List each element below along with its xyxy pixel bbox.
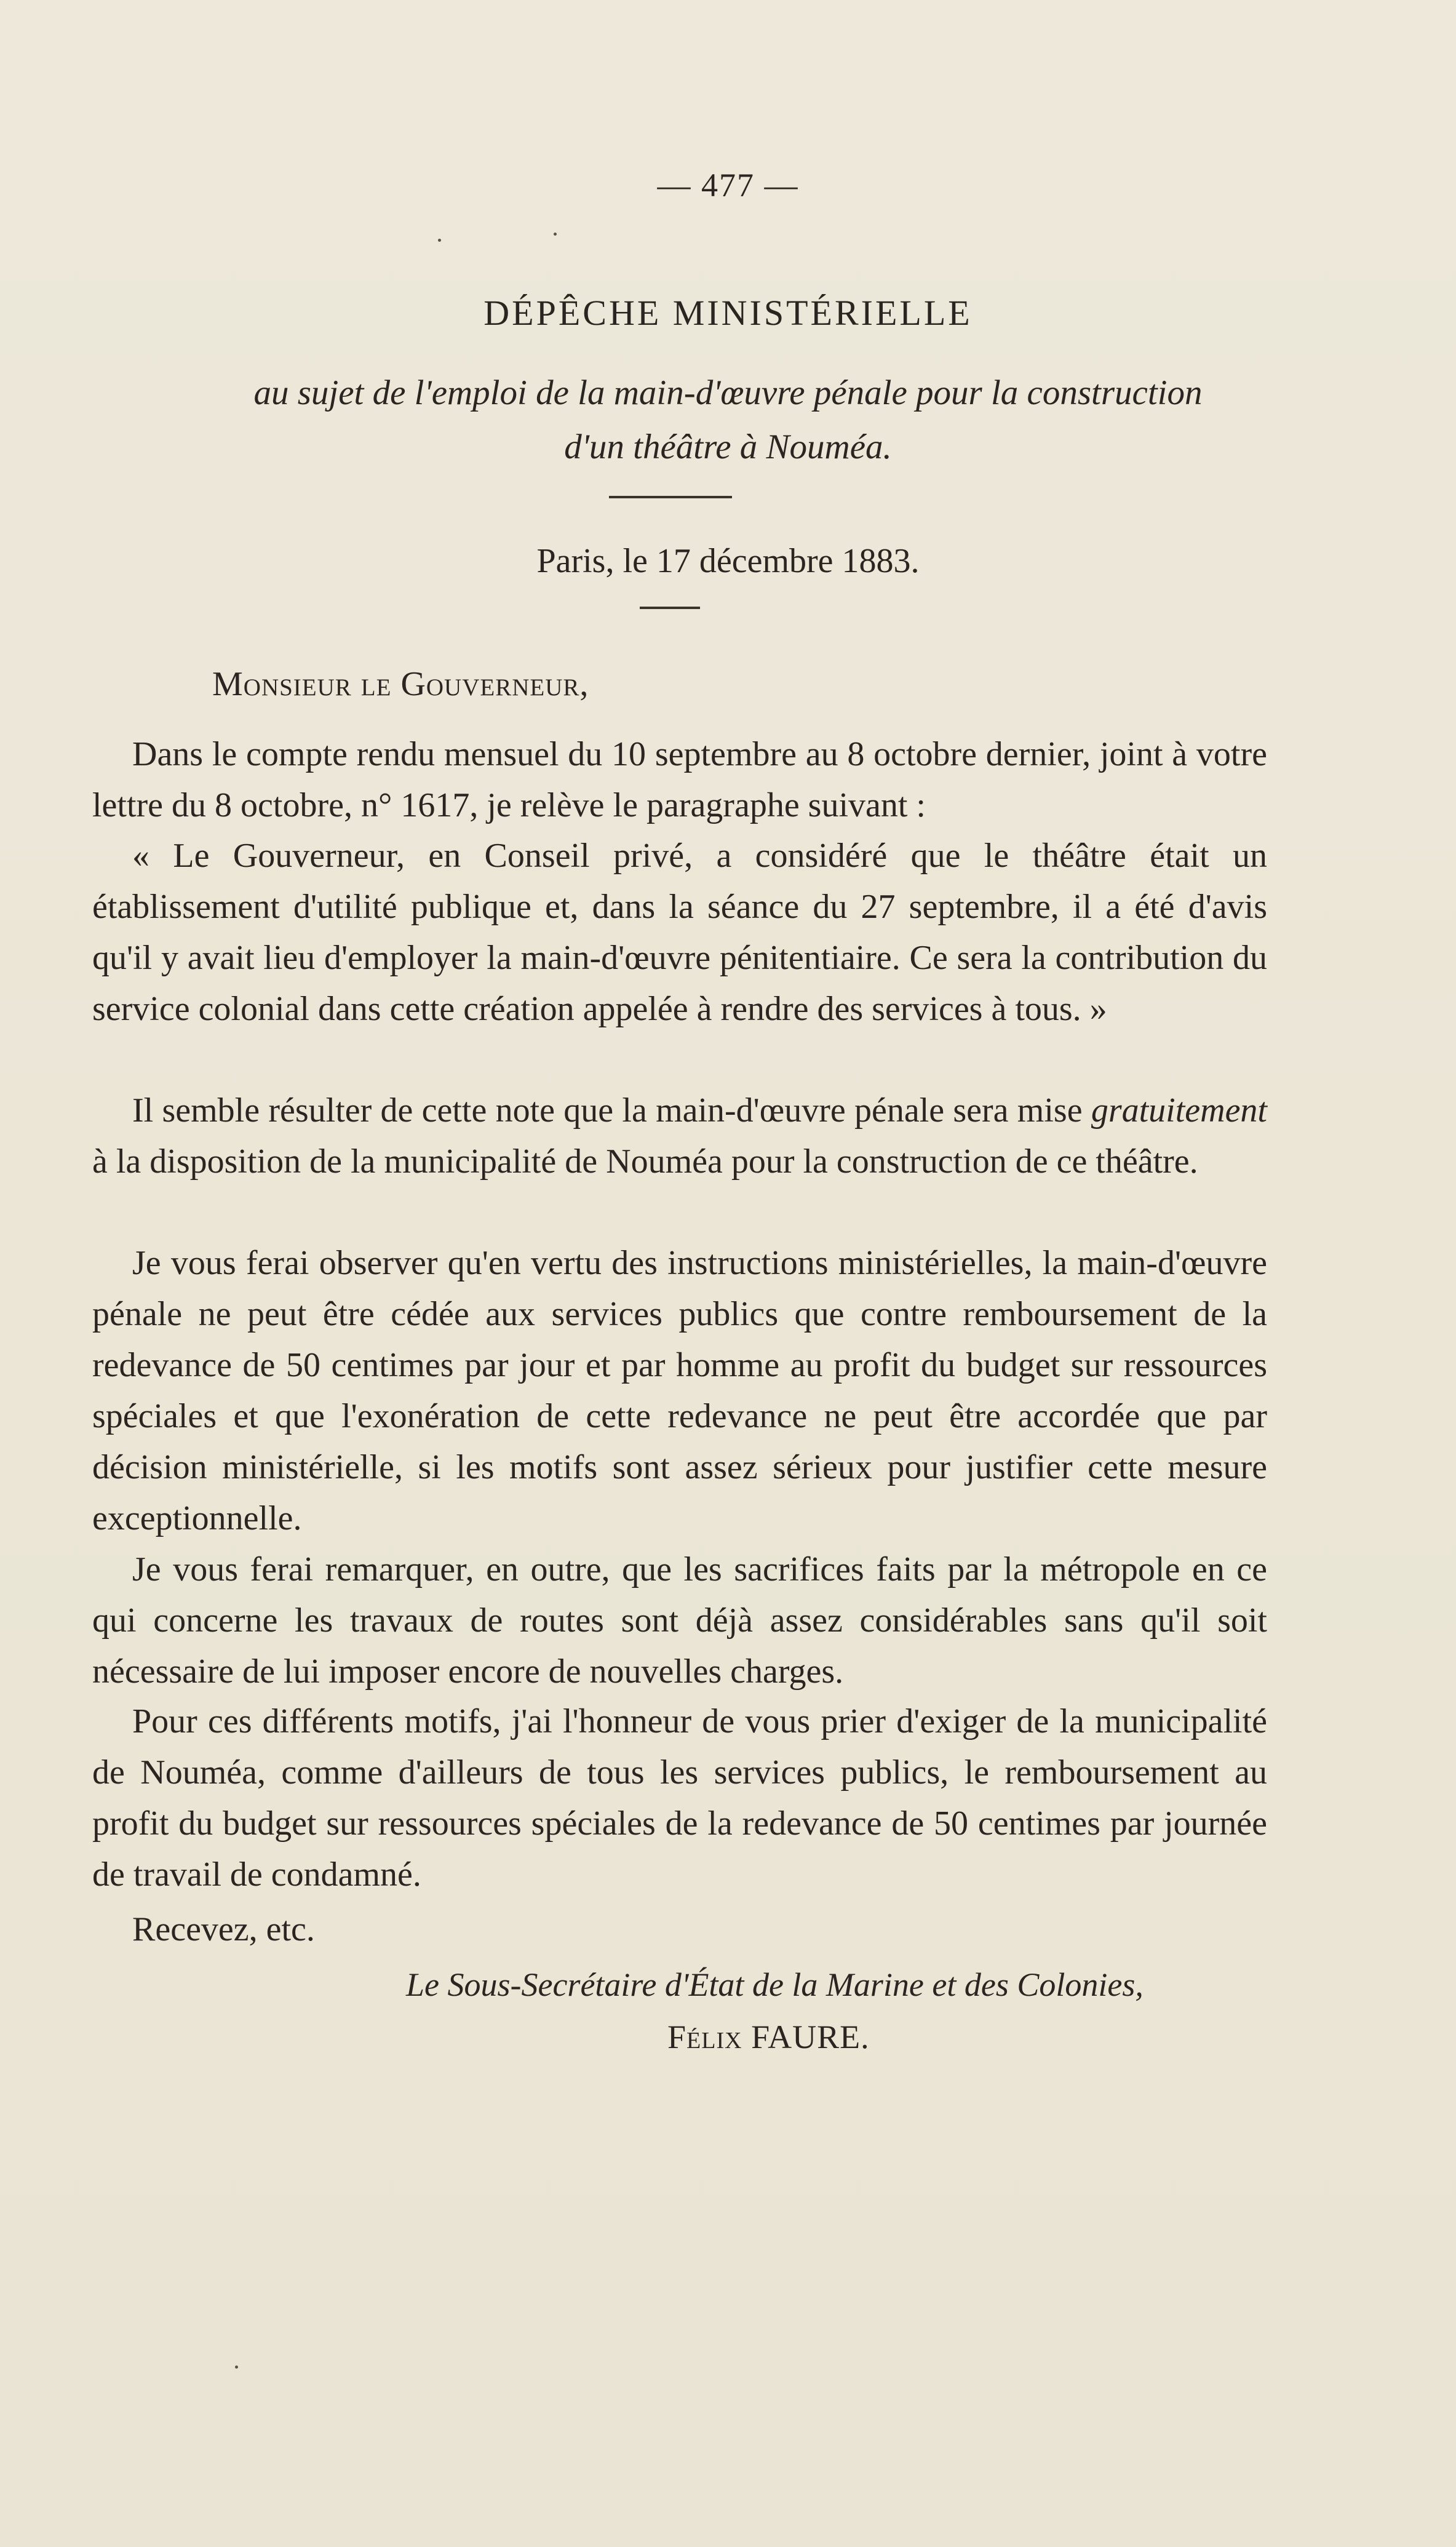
signatory-first-name: Félix	[667, 2019, 742, 2055]
paragraph-5-block	[92, 1544, 1267, 1697]
subtitle-line-2: d'un théâtre à Nouméa.	[564, 428, 892, 466]
salutation: Monsieur le Gouverneur,	[212, 665, 589, 703]
paragraph-3-block	[92, 1085, 1267, 1187]
paragraph-3	[92, 1085, 1267, 1187]
paragraph-6-block	[92, 1696, 1267, 1900]
signatory-last-name: FAURE.	[751, 2019, 870, 2055]
title-divider	[609, 496, 732, 498]
paragraph-1: Dans le compte rendu mensuel du 10 septembre au 8 octobre dernier, joint à votre lettre du 8 octobre, n° 1617, je relève le paragraphe suivant :	[92, 735, 1267, 824]
date-divider	[640, 607, 700, 609]
paragraph-3-before: Il semble résulter de cette note que la main-d'œuvre pénale sera mise	[132, 1091, 1091, 1130]
paragraph-6: Pour ces différents motifs, j'ai l'honneur de vous prier d'exiger de la municipalité de Nouméa, comme d'ailleurs de tous les services publics, le remboursement au profit du budget sur ressources spéciales de la redevance de 50 centimes par journée de travail de condamné.	[92, 1702, 1267, 1894]
dateline: Paris, le 17 décembre 1883.	[536, 542, 920, 580]
signatory-name	[667, 2018, 870, 2056]
paper-speck	[554, 233, 557, 236]
paragraph-2-block	[92, 831, 1267, 1035]
document-subtitle	[98, 366, 1358, 474]
closing-block	[92, 1904, 1267, 1955]
paragraph-2-quote: « Le Gouverneur, en Conseil privé, a considéré que le théâtre était un établissement d'utilité publique et, dans la séance du 27 septembre, il a été d'avis qu'il y avait lieu d'employer la main-d'œuvre pénitentiaire. Ce sera la contribution du service colonial dans cette création appelée à rendre des services à tous. »	[92, 837, 1267, 1028]
paragraph-4: Je vous ferai observer qu'en vertu des instructions ministérielles, la main-d'œuvre pénale ne peut être cédée aux services publics que contre remboursement de la redevance de 50 centimes par jour et par homme au profit du budget sur ressources spéciales et que l'exonération de cette redevance ne peut être accordée que par décision ministérielle, si les motifs sont assez sérieux pour justifier cette mesure exceptionnelle.	[92, 1244, 1267, 1537]
paragraph-3-emphasis: gratuitement	[1091, 1091, 1267, 1130]
paragraph-5: Je vous ferai remarquer, en outre, que les sacrifices faits par la métropole en ce qui concerne les travaux de routes sont déjà assez considérables sans qu'il soit nécessaire de lui imposer encore de nouvelles charges.	[92, 1550, 1267, 1691]
paper-speck	[235, 2366, 238, 2369]
paragraph-3-after: à la disposition de la municipalité de Nouméa pour la construction de ce théâtre.	[92, 1142, 1198, 1181]
page-number: — 477 —	[657, 167, 799, 204]
closing-formula: Recevez, etc.	[132, 1910, 315, 1948]
paper-speck	[438, 239, 441, 242]
subtitle-line-1: au sujet de l'emploi de la main-d'œuvre pénale pour la construction	[253, 373, 1203, 412]
paragraph-4-block	[92, 1238, 1267, 1544]
signatory-title: Le Sous-Secrétaire d'État de la Marine et des Colonies,	[406, 1966, 1144, 2003]
document-title: DÉPÊCHE MINISTÉRIELLE	[483, 293, 973, 333]
paragraph-1-block	[92, 729, 1267, 831]
